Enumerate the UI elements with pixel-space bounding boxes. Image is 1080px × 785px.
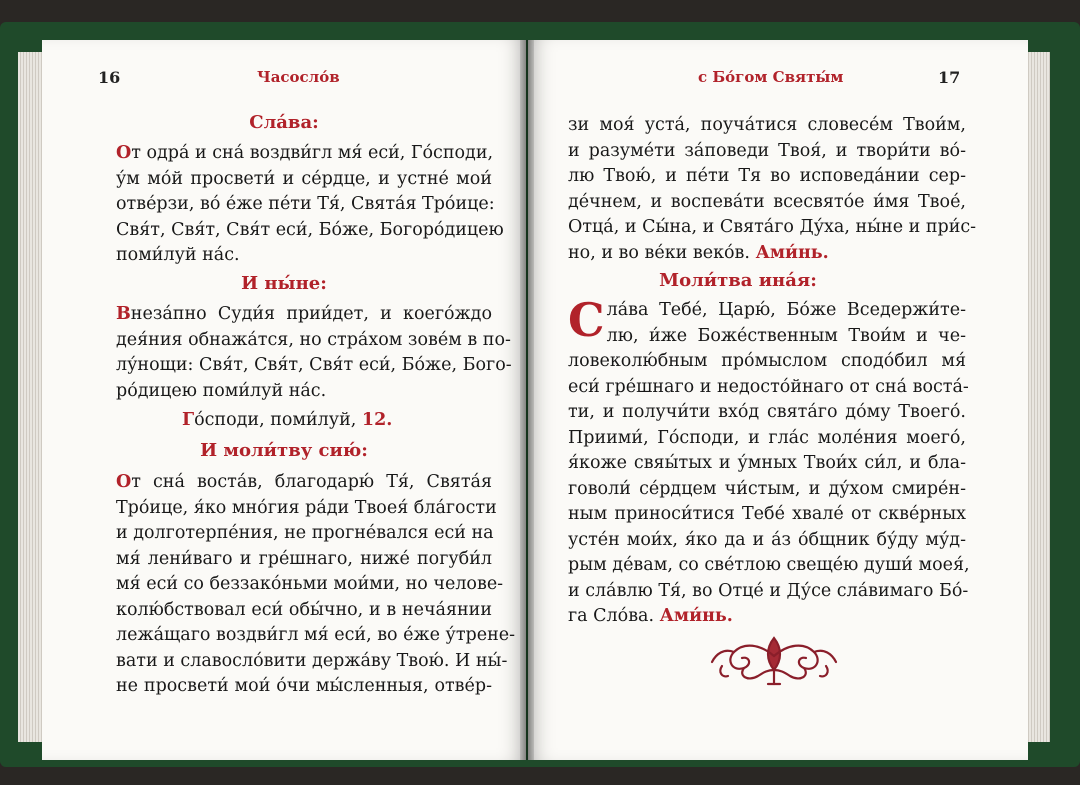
text-line: усте́н мои́х, я́ко да и а́з о́бщник бу́ду му́д- [568,529,966,550]
page-number: 17 [938,68,961,87]
text-line: рым де́вам, со све́тлою свеще́ю души́ моея́, [568,555,970,575]
text-line: я́коже свяы́тых и у́мных Твои́х си́л, и бла- [568,453,966,473]
text-line: Приими́, Го́споди, и гла́с моле́ния моего́, [568,427,966,448]
text-line: мя́ лени́ваго и гре́шнаго, ниже́ погуби́л [116,548,492,569]
text-line: Отца́, и Сы́на, и Свята́го Ду́ха, ны́не и при́с- [568,217,977,237]
text-line: не просвети́ мои́ о́чи мы́сленныя, отве́р- [116,676,492,696]
right-page [528,40,1028,760]
section-heading: Сла́ва: [249,112,319,133]
initial-letter: Г [182,410,195,430]
text-line: ным приноси́тися Тебе́ хвале́ от скве́рных [568,504,966,524]
text-line: зи моя́ уста́, поуча́тися словесе́м Твои́м, [568,115,966,135]
text-line: неза́пно Суди́я прии́дет, и коего́ждо [130,304,492,324]
text-line: де́чнем, и воспева́ти всесвято́е и́мя Твое́, [568,191,966,212]
text-line: лю Твою́, и пе́ти Тя во исповеда́нии сер- [568,166,966,186]
text-line: говоли́ се́рдцем чи́стым, и ду́хом смире́н- [568,478,966,499]
text-line: лежа́щаго воздви́гл мя́ еси́, во е́же у́трене- [116,625,516,645]
text-line [116,302,492,328]
paragraph-glory [116,141,504,269]
text-line: еси́ гре́шнаго и недосто́йнаго от сна́ воста́- [568,376,969,397]
lord-have-mercy-line [182,408,482,434]
text-line: и долготерпе́ния, не прогне́вался еси́ на [116,523,494,543]
text-line: поми́луй на́с. [116,245,240,265]
book-spine [520,40,534,760]
paragraph-other-prayer [568,293,970,630]
text-line: колю́бствовал еси́ обы́чно, и в неча́янии [116,599,492,620]
text-line [116,470,492,496]
text-line: т сна́ воста́в, благодарю́ Тя́, Свята́я [131,472,492,492]
text-line: га Сло́ва. Ами́нь. [568,606,733,626]
text-line: дея́ния обнажа́тся, но стра́хом зове́м в по- [116,329,511,350]
section-heading: Моли́тва ина́я: [659,270,817,291]
text-line: Тро́ице, я́ко мно́гия ра́ди Твоея́ бла́гости [116,497,497,518]
ornament-icon [708,630,840,690]
drop-cap: С [568,293,605,347]
page-edges-left [18,52,44,742]
section-heading: И ны́не: [241,273,327,294]
paragraph-continued [568,113,977,266]
left-page-header [98,68,120,87]
text-line: вати и славосло́вити держа́ву Твою́. И ны́- [116,650,508,671]
amen: Ами́нь. [755,242,829,263]
running-title: с Бо́гом Святы́м [698,68,844,86]
text-line: и разуме́ти за́поведи Твоя́, и твори́ти во́- [568,140,966,161]
text-line: Свя́т, Свя́т, Свя́т еси́, Бо́же, Богоро́дицею [116,219,504,240]
paragraph-now [116,302,512,404]
initial-letter: О [116,472,132,492]
text-line: и сла́влю Тя́, во Отце́ и Ду́се сла́вимаго Бо́- [568,580,969,601]
page-edges-right [1026,52,1050,742]
text-line: лу́нощи: Свя́т, Свя́т, Свя́т еси́, Бо́же, Бого- [116,355,512,375]
page-number: 16 [98,68,121,87]
right-page-header [938,68,960,87]
text-line: От одра́ и сна́ воздви́гл мя́ еси́, Го́споди, [116,143,494,163]
text-line: ро́дицею поми́луй на́с. [116,380,327,401]
text-line: отве́рзи, во́ е́же пе́ти Тя́, Свята́я Тро́ице: [116,194,495,214]
paragraph-prayer [116,470,516,700]
running-title: Часосло́в [257,68,340,86]
text-line: Го́споди, поми́луй, 12. [182,410,393,430]
text-line: лю, и́же Боже́ственным Твои́м и че- [606,325,966,346]
left-page [42,40,526,760]
section-heading: И моли́тву сию́: [200,440,368,461]
text-line: ловеколю́бным про́мыслом сподо́бил мя́ [568,351,966,371]
text-line: но, и во ве́ки веко́в. Ами́нь. [568,242,829,263]
text-line: ла́ва Тебе́, Царю́, Бо́же Вседержи́те- [606,300,966,320]
text-line: мя́ еси́ со беззако́ньми мои́ми, но челове- [116,574,504,594]
amen: Ами́нь. [659,606,733,626]
text-line: у́м мо́й просвети́ и се́рдце, и устне́ мои́ [116,168,492,189]
initial-letter: В [116,304,131,324]
text-line: ти, и получи́ти вхо́д свята́го до́му Твоего́. [568,402,966,422]
